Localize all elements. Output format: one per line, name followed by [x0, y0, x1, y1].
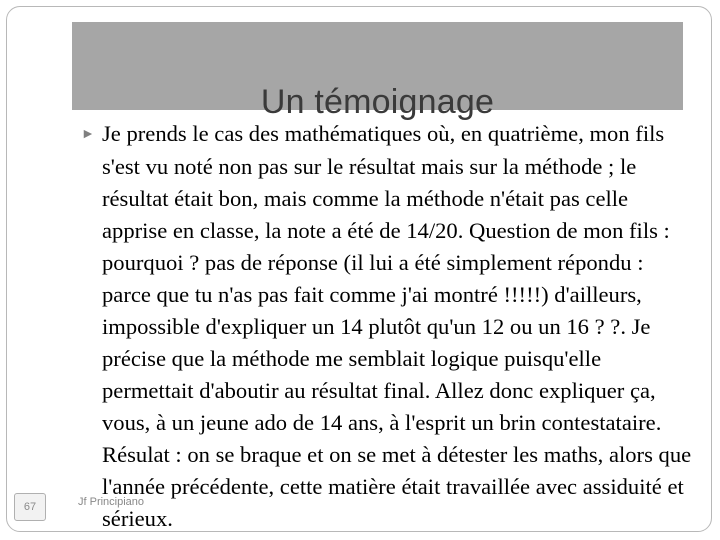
page-number: 67: [14, 493, 46, 521]
bullet-paragraph: [81, 118, 693, 535]
triangle-bullet-icon: ►: [81, 127, 95, 142]
title-bar: [72, 22, 683, 121]
bullet-text: Je prends le cas des mathématiques où, en quatrième, mon fils s'est vu noté non pas sur le résultat mais sur la méthode ; le résultat était bon, mais comme la méthode n'était pas celle apprise en classe, la note a été de 14/20. Question de mon fils : pourquoi ? pas de réponse (il lui a été simplement répondu : parce que tu n'as pas fait comme j'ai montré !!!!!) d'ailleurs, impossible d'expliquer un 14 plutôt qu'un 12 ou un 16 ? ?. Je précise que la méthode me semblait logique puisqu'elle permettait d'aboutir au résultat final. Allez donc expliquer ça, vous, à un jeune ado de 14 ans, à l'esprit un brin contestataire. Résulat : on se braque et on se met à détester les maths, alors que l'année précédente, cette matière était travaillée avec assiduité et sérieux.: [102, 121, 692, 531]
body-text-area: [81, 118, 693, 540]
slide-title: Un témoignage: [260, 83, 495, 121]
footer-author: Jf Principiano: [78, 496, 145, 508]
